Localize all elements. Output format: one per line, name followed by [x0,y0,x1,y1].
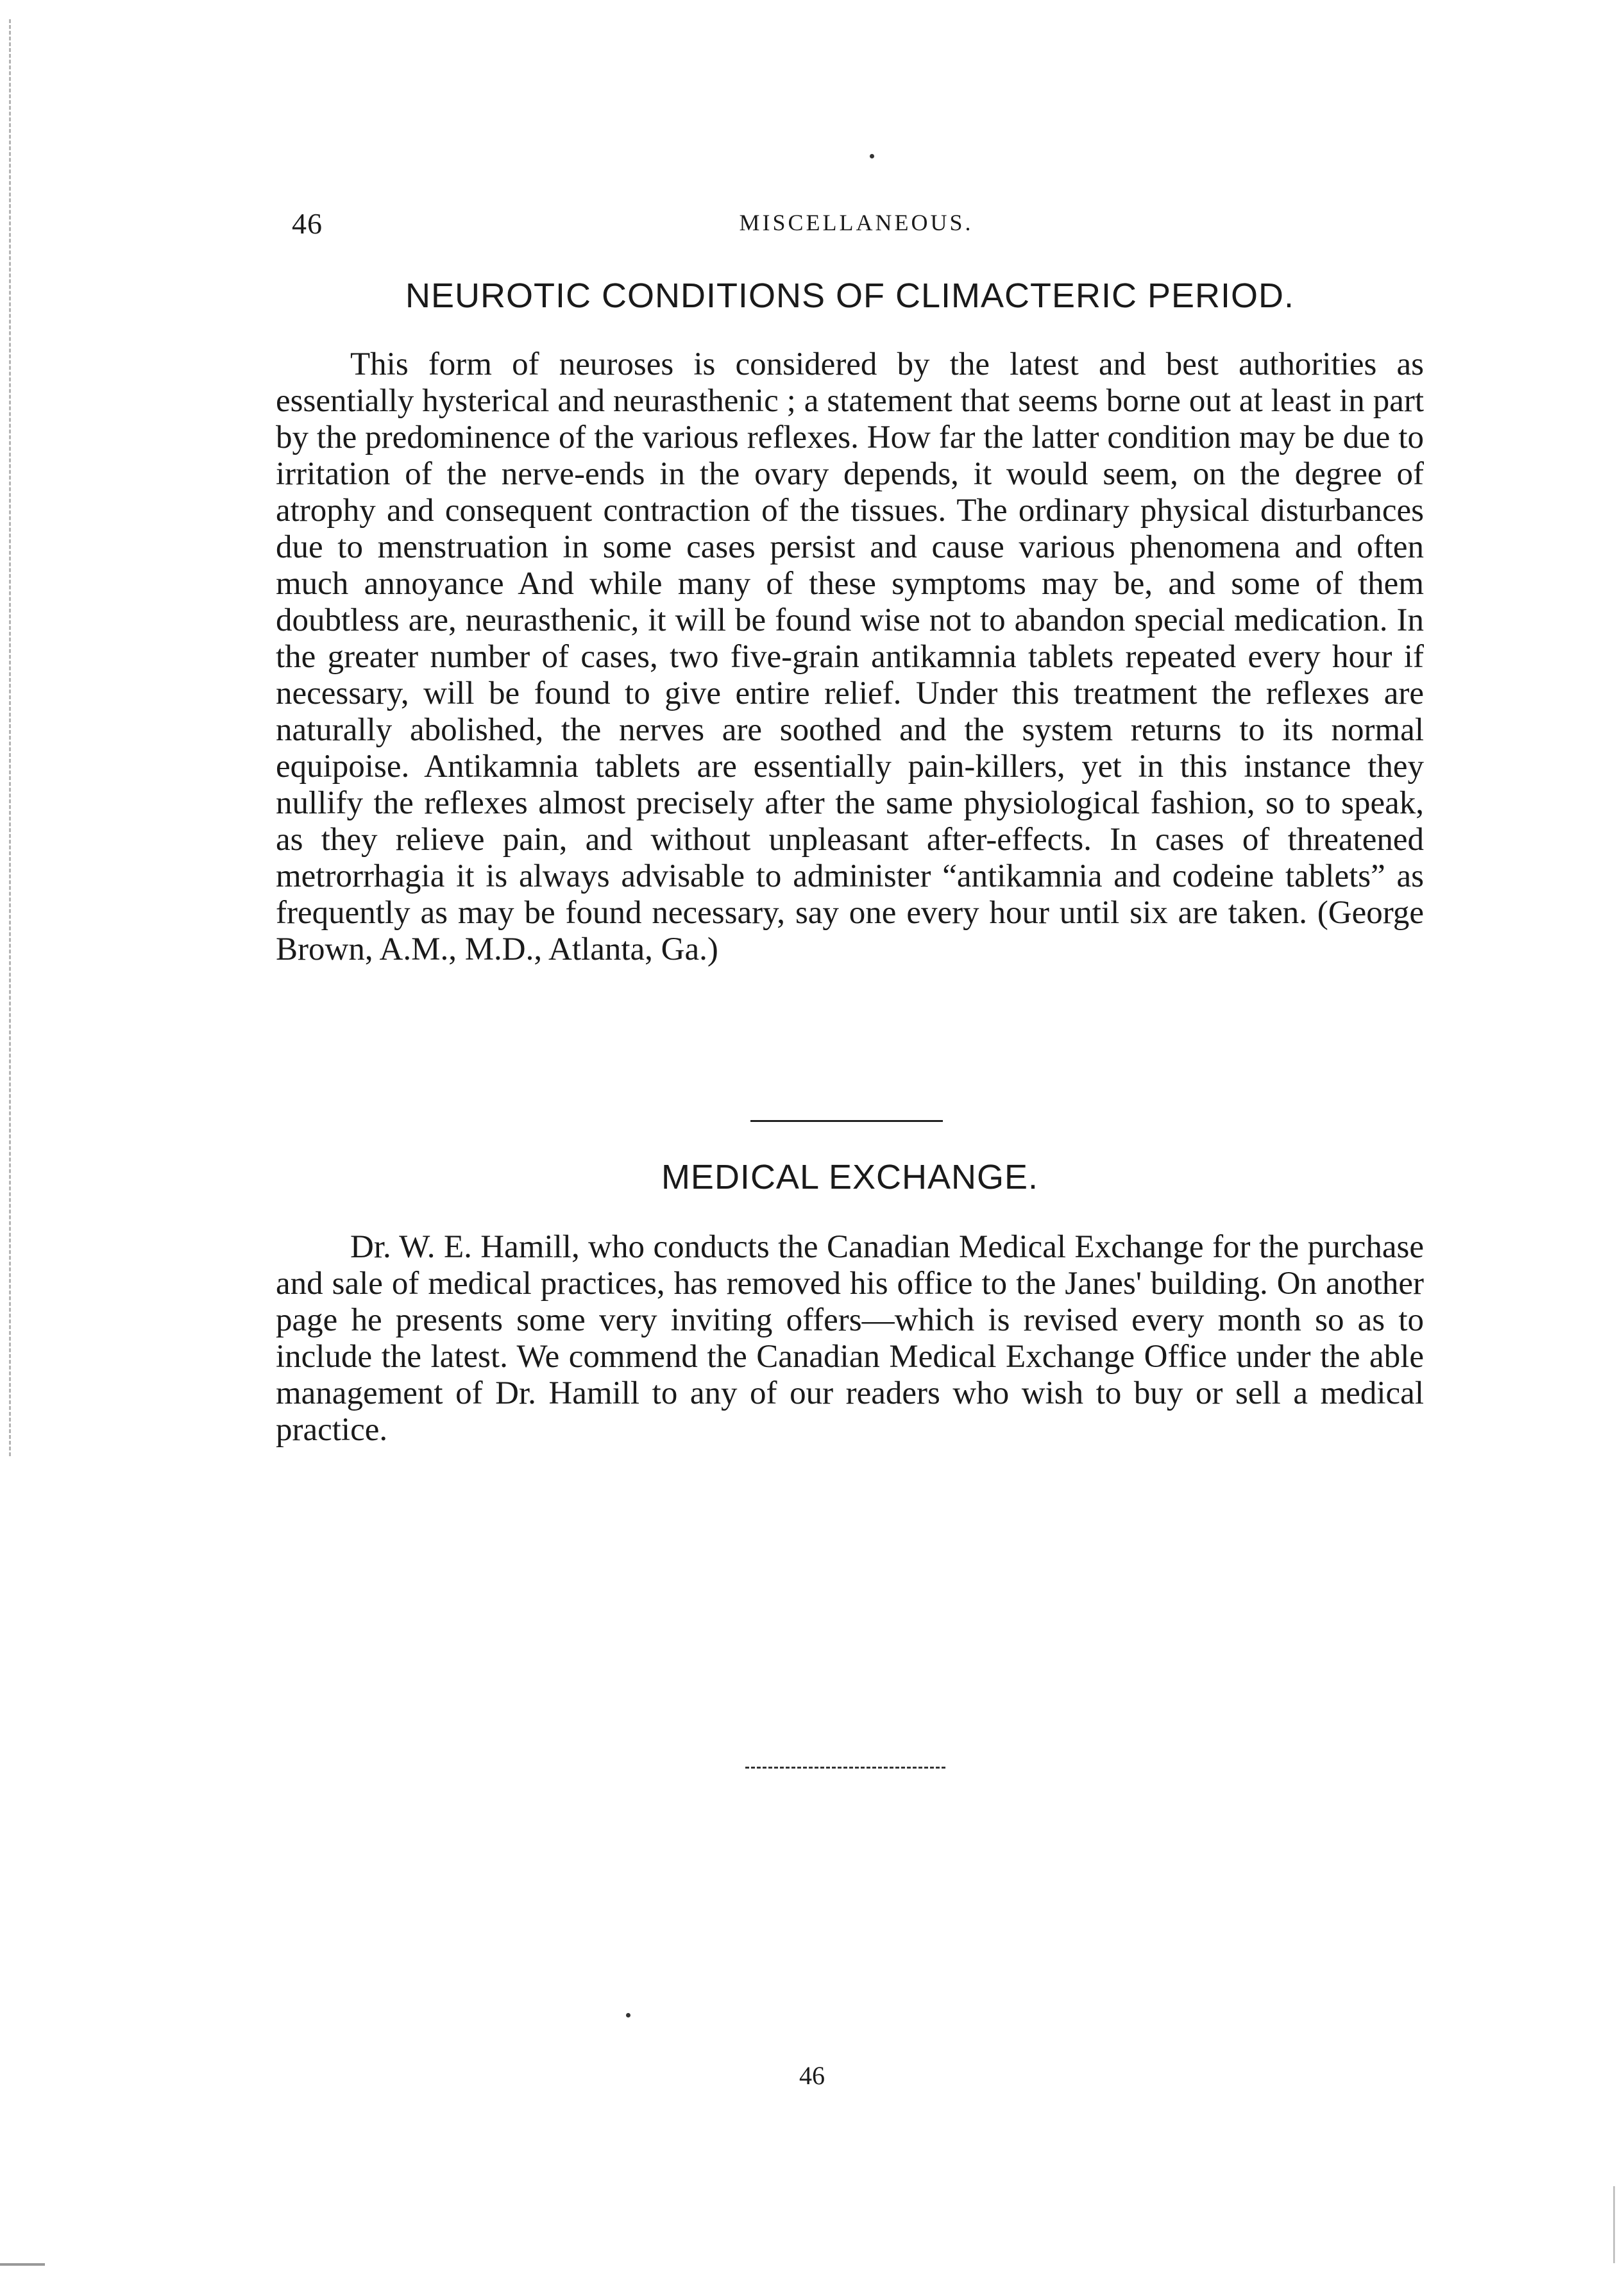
running-head [292,207,1421,245]
ink-speck [626,2013,630,2017]
scan-edge-mark-right [1613,2186,1618,2263]
section-divider [750,1120,943,1122]
page-number-bottom: 46 [799,2061,825,2090]
article-body: This form of neuroses is considered by the latest and best authorities as essentially hysterical and neurasthenic ; a statement that seems borne out at least in part by the predominence of the various reflexes. How far the latter condition may be due to irritation of the nerve-ends in the ovary depends, it would seem, on the degree of atrophy and consequent contraction of the tissues. The ordinary physical disturbances due to menstruation in some cases persist and cause various phenomena and often much annoyance And while many of these symptoms may be, and some of them doubtless are, neurasthenic, it will be found wise not to abandon special medication. In the greater number of cases, two five-grain antikamnia tablets repeated every hour if necessary, will be found to give entire relief. Under this treatment the reflexes are naturally abolished, the nerves are soothed and the system returns to its normal equipoise. Antikamnia tablets are essentially pain-killers, yet in this instance they nullify the reflexes almost precisely after the same physiological fashion, so to speak, as they relieve pain, and without unpleasant after-effects. In cases of threatened metrorrhagia it is always advisable to administer “antikamnia and codeine tablets” as frequently as may be found necessary, say one every hour until six are taken. (George Brown, A.M., M.D., Atlanta, Ga.) [276,346,1424,967]
scan-corner-mark [0,2263,45,2266]
scan-edge-mark [9,19,19,1456]
running-title: MISCELLANEOUS. [739,210,974,235]
ink-speck [870,154,874,158]
page-number-top: 46 [292,207,323,240]
article-title: NEUROTIC CONDITIONS OF CLIMACTERIC PERIOD. [405,276,1295,315]
article-body: Dr. W. E. Hamill, who conducts the Canadian Medical Exchange for the purchase and sale of medical practices, has removed his office to the Janes' building. On another page he presents some very inviting offers—which is revised every month so as to include the latest. We commend the Canadian Medical Exchange Office under the able management of Dr. Hamill to any of our readers who wish to buy or sell a medical practice. [276,1229,1424,1448]
article-title: MEDICAL EXCHANGE. [661,1158,1039,1196]
end-divider [745,1767,945,1769]
